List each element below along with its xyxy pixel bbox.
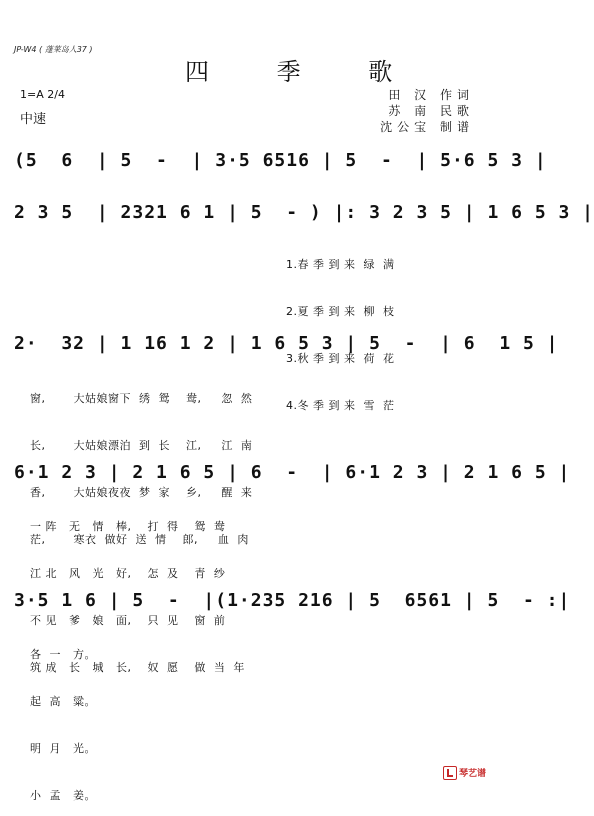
verse-line: 小 孟 姜。 [30,789,96,802]
notation-row-2: 2 3 5 | 2321 6 1 | 5 - ) |: 3 2 3 5 | 1 6 5 3 | [14,202,594,223]
verse-line: 1.春 季 到 来 绿 满 [286,258,395,271]
notation-row-5: 3·5 1 6 | 5 - |(1·235 216 | 5 6561 | 5 - :| [14,590,571,611]
verse-line: 窗, 大姑娘窗下 绣 鸳 鸯, 忽 然 [30,392,253,405]
watermark-logo-icon [443,766,457,780]
score-code: JP-W4 ( 蓬莱岛人37 ) [14,45,93,54]
verse-block-intro [286,230,394,426]
tempo-marking: 中速 [20,112,47,127]
key-signature: 1=A 2/4 [20,88,65,101]
verse-line: 一 阵 无 情 棒, 打 得 鸳 鸯 [30,520,226,533]
watermark [443,766,486,781]
verse-line: 各 一 方。 [30,648,96,661]
notation-row-3: 2· 32 | 1 16 1 2 | 1 6 5 3 | 5 - | 6 1 5 | [14,333,559,354]
verse-line: 茫, 寒衣 做好 送 情 郎, 血 肉 [30,533,249,546]
song-title: 四 季 歌 [185,58,423,86]
notation-row-4: 6·1 2 3 | 2 1 6 5 | 6 - | 6·1 2 3 | 2 1 6 5 | [14,462,571,483]
arranger-credit: 沈公宝 制谱 [380,120,474,134]
verse-line: 3.秋 季 到 来 荷 花 [286,352,395,365]
verse-line: 4.冬 季 到 来 雪 茫 [286,399,395,412]
verse-line: 不 见 爹 娘 面, 只 见 窗 前 [30,614,226,627]
verse-line: 江 北 风 光 好, 怎 及 青 纱 [30,567,226,580]
verse-line: 2.夏 季 到 来 柳 枝 [286,305,395,318]
verse-line: 长, 大姑娘漂泊 到 长 江, 江 南 [30,439,253,452]
lyricist-credit: 田 汉 作词 [388,88,474,102]
notation-row-1: (5 6 | 5 - | 3·5 6516 | 5 - | 5·6 5 3 | [14,150,547,171]
verse-line: 筑 成 长 城 长, 奴 愿 做 当 年 [30,661,245,674]
watermark-text: 琴艺谱 [458,768,486,779]
composer-credit: 苏 南 民歌 [388,104,474,118]
verse-line: 香, 大姑娘夜夜 梦 家 乡, 醒 来 [30,486,253,499]
verse-block-row5 [30,620,96,816]
verse-line: 起 高 粱。 [30,695,96,708]
verse-line: 明 月 光。 [30,742,96,755]
